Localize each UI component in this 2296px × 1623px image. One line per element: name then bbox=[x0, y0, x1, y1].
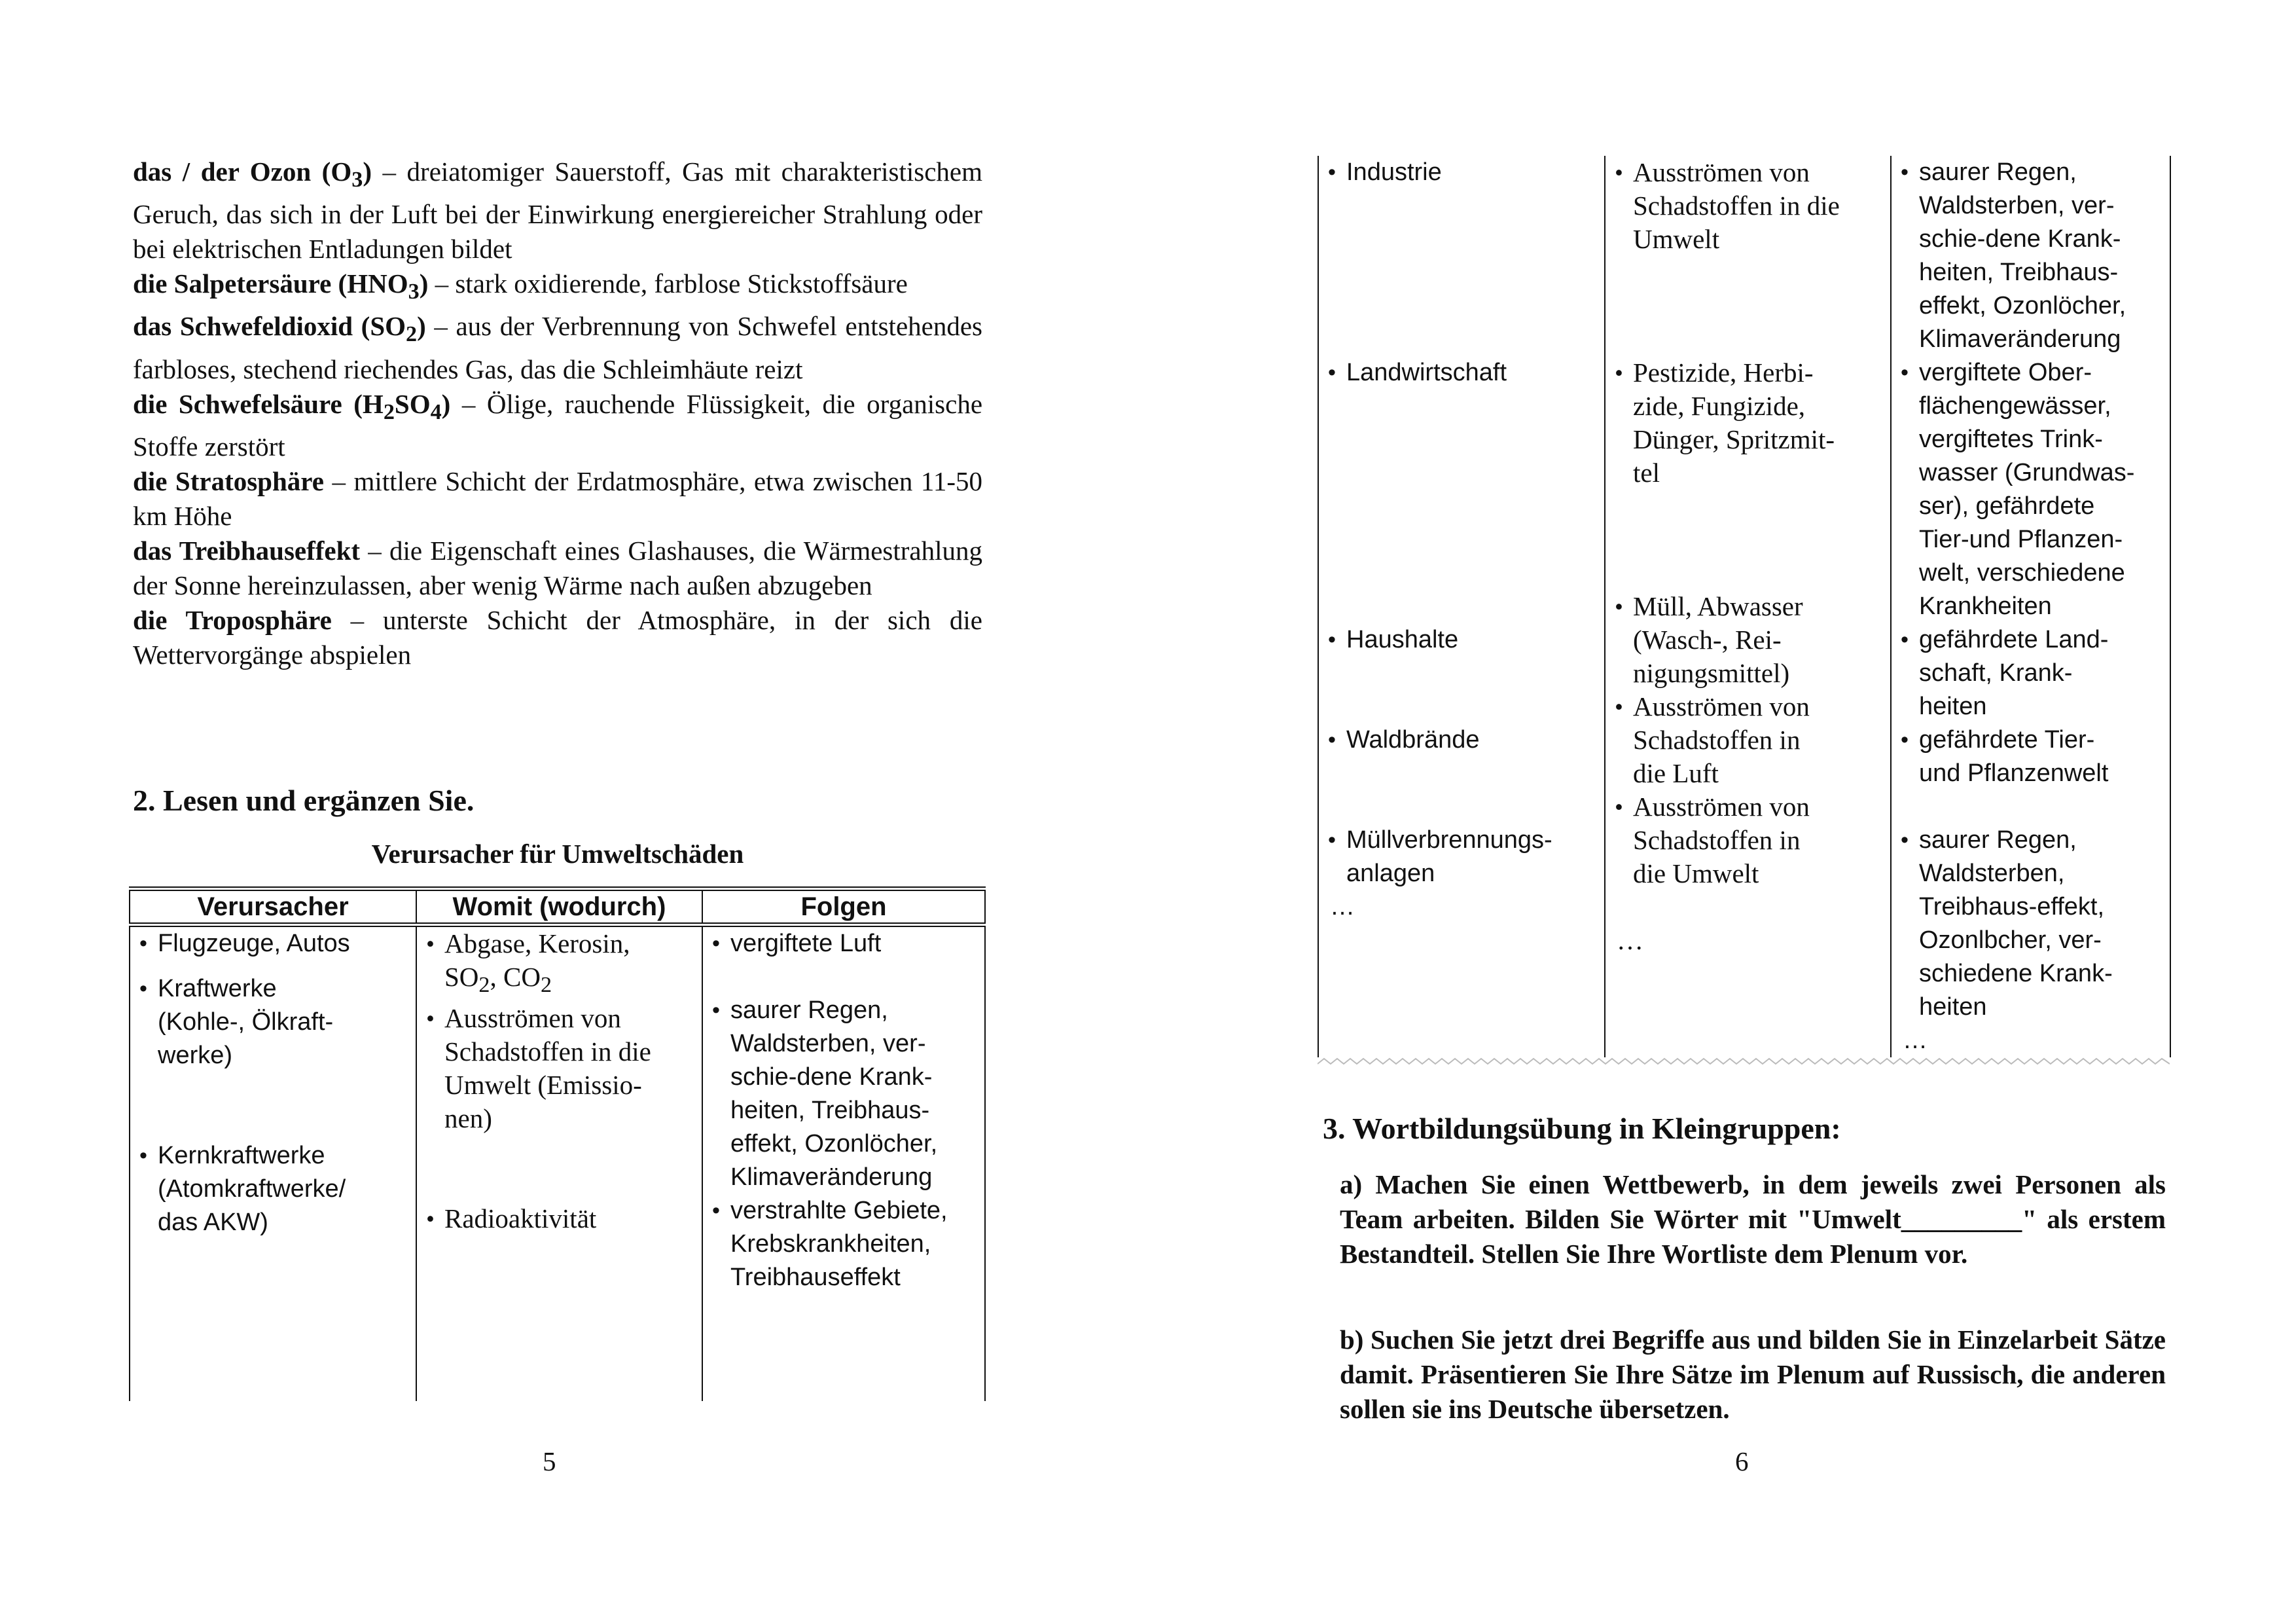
item-text: Ausströmen von Schadstoffen in die Umwelt bbox=[1633, 157, 1840, 254]
formula-subscript: 4 bbox=[430, 399, 442, 424]
list-item bbox=[1892, 723, 2170, 790]
item-text: Haushalte bbox=[1346, 626, 1459, 653]
means-list bbox=[1605, 156, 1890, 957]
formula-subscript: 3 bbox=[408, 280, 420, 304]
column-consequences bbox=[1891, 156, 2170, 1057]
glossary-entry bbox=[133, 603, 982, 672]
causes-table-part-1 bbox=[129, 886, 986, 1401]
list-item bbox=[130, 1139, 416, 1239]
item-text: Ausströmen von Schadstoffen in die Umwelt bbox=[1633, 792, 1810, 888]
glossary-entry bbox=[133, 387, 982, 464]
item-text: Müllverbrennungs- anlagen bbox=[1346, 826, 1552, 887]
glossary-entry bbox=[133, 464, 982, 534]
list-item bbox=[1319, 356, 1604, 390]
glossary-term: das Schwefeldioxid bbox=[133, 311, 353, 342]
list-item bbox=[1605, 590, 1890, 690]
formula-part: HNO bbox=[347, 268, 408, 299]
item-text: … bbox=[1903, 1027, 1928, 1054]
glossary-term: die Salpetersäure bbox=[133, 268, 332, 299]
glossary-entry bbox=[133, 534, 982, 603]
chemical-formula: $(O_3)$ bbox=[311, 156, 372, 192]
list-item bbox=[1605, 690, 1890, 790]
item-text: Ausströmen von Schadstoffen in die Umwelt (Emissio- nen) bbox=[444, 1003, 651, 1134]
item-text: … bbox=[1330, 893, 1355, 921]
column-means bbox=[1605, 156, 1891, 1057]
page-number-left: 5 bbox=[543, 1446, 556, 1476]
item-text: Pestizide, Herbi- zide, Fungizide, Dünger, Spritzmit- tel bbox=[1633, 357, 1835, 488]
item-text: saurer Regen, Waldsterben, ver- schie-dene Krank- heiten, Treibhaus- effekt, Ozonlöcher, Klimaveränderung bbox=[1919, 158, 2126, 353]
glossary-entry bbox=[133, 309, 982, 386]
item-text: saurer Regen, Waldsterben, ver- schie-dene Krank- heiten, Treibhaus- effekt, Ozonlöcher, Klimaveränderung bbox=[730, 996, 938, 1191]
formula-part: SO bbox=[370, 311, 406, 342]
glossary-definition: – aus der Verbrennung von Schwefel entstehendes farbloses, stechend riechendes Gas, das die Schleimhäute reizt bbox=[133, 311, 982, 384]
list-item bbox=[703, 927, 984, 960]
column-causer bbox=[1318, 156, 1605, 1057]
formula-part: SO bbox=[394, 388, 431, 419]
list-item bbox=[1605, 356, 1890, 490]
task-a-text: a) Machen Sie einen Wettbewerb, in dem jeweils zwei Personen als Team arbeiten. Bilden Sie Wörter mit "Umwelt_________" als erstem Bestandteil. Stellen Sie Ihre Wortliste dem Plenum vor. bbox=[1340, 1169, 2166, 1269]
causer-list bbox=[130, 927, 416, 1239]
formula-subscript: 2 bbox=[383, 399, 395, 424]
list-item bbox=[1892, 824, 2170, 1024]
item-text: Flugzeuge, Autos bbox=[158, 930, 350, 957]
list-item bbox=[417, 927, 702, 1002]
formula-subscript: 2 bbox=[406, 322, 418, 347]
formula-subscript: 2 bbox=[478, 973, 490, 998]
item-text: Müll, Abwasser (Wasch-, Rei- nigungsmittel) bbox=[1633, 591, 1803, 688]
column-means bbox=[416, 925, 702, 1402]
item-text: Industrie bbox=[1346, 158, 1442, 186]
exercise-2-title: 2. Lesen und ergänzen Sie. bbox=[133, 784, 475, 817]
item-text: vergiftete Luft bbox=[730, 930, 882, 957]
list-ellipsis bbox=[1892, 1024, 2170, 1057]
table-row bbox=[1318, 156, 2170, 1057]
list-item bbox=[1319, 156, 1604, 189]
formula-subscript: 3 bbox=[351, 168, 363, 192]
list-item bbox=[1892, 356, 2170, 623]
list-item bbox=[130, 972, 416, 1072]
table-row bbox=[130, 925, 985, 1402]
item-text: Kraftwerke (Kohle-, Ölkraft- werke) bbox=[158, 975, 334, 1069]
list-item bbox=[703, 1194, 984, 1294]
list-item bbox=[417, 1002, 702, 1135]
formula-part: SO bbox=[444, 962, 479, 992]
list-item bbox=[703, 994, 984, 1194]
item-text: Radioaktivität bbox=[444, 1203, 597, 1234]
item-text: gefährdete Tier- und Pflanzenwelt bbox=[1919, 726, 2109, 787]
glossary-definition: – mittlere Schicht der Erdatmosphäre, etwa zwischen 11-50 km Höhe bbox=[133, 465, 983, 531]
item-text: vergiftete Ober- flächengewässer, vergiftetes Trink- wasser (Grundwas- ser), gefährdete Tier-und Pflanzen- welt, verschiedene Krankheiten bbox=[1919, 359, 2135, 620]
item-text: Ausströmen von Schadstoffen in die Luft bbox=[1633, 691, 1810, 788]
item-text: Kernkraftwerke (Atomkraftwerke/ das AKW) bbox=[158, 1142, 346, 1236]
formula-part: H bbox=[362, 388, 384, 419]
list-item bbox=[1319, 824, 1604, 890]
list-item bbox=[1319, 723, 1604, 757]
header-consequences: Folgen bbox=[702, 889, 985, 925]
consequences-list bbox=[703, 927, 984, 1294]
glossary-entry bbox=[133, 155, 982, 266]
glossary-term: das / der Ozon bbox=[133, 156, 312, 187]
list-item bbox=[1605, 156, 1890, 256]
page-number-right: 6 bbox=[1735, 1446, 1749, 1476]
glossary-definition: – unterste Schicht der Atmosphäre, in der sich die Wettervorgänge abspielen bbox=[133, 604, 982, 670]
list-ellipsis bbox=[1605, 924, 1890, 957]
list-ellipsis bbox=[1319, 890, 1604, 924]
glossary-definition: – die Eigenschaft eines Glashauses, die Wärmestrahlung der Sonne hereinzulassen, aber wenig Wärme nach außen abzugeben bbox=[133, 535, 982, 600]
item-text: Waldbrände bbox=[1346, 726, 1480, 754]
formula-part: O bbox=[331, 156, 352, 187]
causer-list bbox=[1319, 156, 1604, 924]
item-text: saurer Regen, Waldsterben, Treibhaus-effekt, Ozonlbcher, ver- schiedene Krank- heiten bbox=[1919, 826, 2113, 1021]
header-means: Womit (wodurch) bbox=[416, 889, 702, 925]
header-causer: Verursacher bbox=[130, 889, 416, 925]
glossary bbox=[133, 155, 982, 672]
formula-part: CO bbox=[503, 962, 541, 992]
list-item bbox=[1892, 156, 2170, 356]
glossary-definition: – dreiatomiger Sauerstoff, Gas mit charakteristischem Geruch, das sich in der Luft bei der Einwirkung energiereicher Strahlung oder bei elektrischen Entladungen bildet bbox=[133, 156, 982, 264]
glossary-term: die Stratosphäre bbox=[133, 465, 324, 496]
table-caption: Verursacher für Umweltschäden bbox=[371, 839, 744, 869]
glossary-definition: – Ölige, rauchende Flüssigkeit, die organische Stoffe zerstört bbox=[133, 388, 983, 462]
chemical-formula: $(HNO_3)$ bbox=[331, 268, 429, 304]
formula-line: $SO_2$, $CO_2$ bbox=[444, 962, 552, 998]
list-item bbox=[1892, 623, 2170, 723]
chemical-formula: $(H_2SO_4)$ bbox=[342, 388, 451, 424]
glossary-definition: – stark oxidierende, farblose Stickstoffsäure bbox=[428, 268, 908, 299]
glossary-term: das Treibhauseffekt bbox=[133, 535, 361, 566]
glossary-term: die Troposphäre bbox=[133, 604, 332, 635]
table-header-row bbox=[130, 889, 985, 925]
formula-subscript: 2 bbox=[540, 973, 552, 998]
task-b-text: b) Suchen Sie jetzt drei Begriffe aus und bilden Sie in Einzelarbeit Sätze damit. Präsentieren Sie Ihre Sätze im Plenum auf Russisch, die anderen sollen sie ins Deutsche übersetzen. bbox=[1340, 1324, 2166, 1424]
column-causer bbox=[130, 925, 416, 1402]
item-text: verstrahlte Gebiete, Krebskrankheiten, Treibhauseffekt bbox=[730, 1197, 948, 1291]
item-text: Abgase, Kerosin, bbox=[444, 928, 630, 958]
list-item bbox=[1605, 790, 1890, 890]
glossary-term: die Schwefelsäure bbox=[133, 388, 342, 419]
column-consequences bbox=[702, 925, 985, 1402]
means-list bbox=[417, 927, 702, 1235]
consequences-list bbox=[1892, 156, 2170, 1057]
table-continuation-edge bbox=[1318, 1056, 2170, 1067]
item-text: … bbox=[1617, 925, 1643, 955]
list-item bbox=[130, 927, 416, 960]
item-text: Landwirtschaft bbox=[1346, 359, 1507, 386]
list-item bbox=[417, 1202, 702, 1235]
exercise-3-title: 3. Wortbildungsübung in Kleingruppen: bbox=[1323, 1112, 1841, 1145]
glossary-entry bbox=[133, 266, 982, 309]
list-item bbox=[1319, 623, 1604, 657]
chemical-formula: $(SO_2)$ bbox=[353, 311, 426, 347]
item-text: gefährdete Land- schaft, Krank- heiten bbox=[1919, 626, 2109, 720]
causes-table-part-2 bbox=[1318, 156, 2171, 1057]
